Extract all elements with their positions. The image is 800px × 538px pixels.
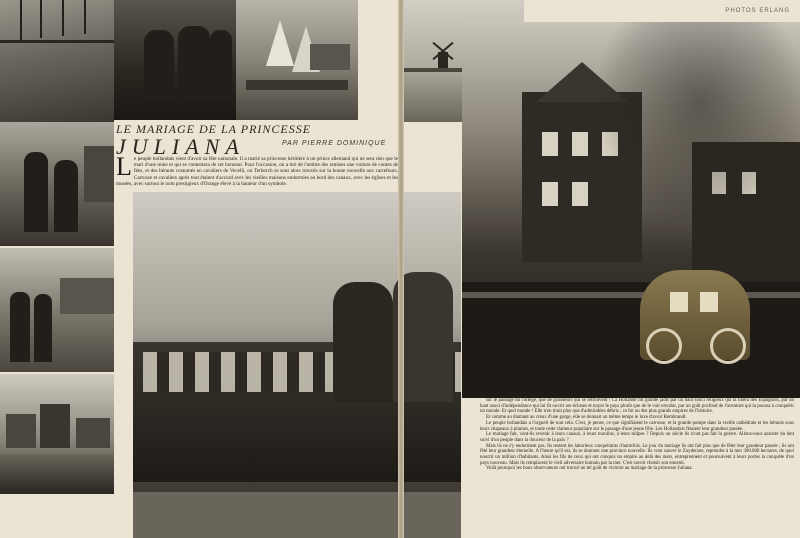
- article-supertitle: LE MARIAGE DE LA PRINCESSE: [116, 122, 312, 136]
- golden-carriage: [640, 270, 750, 360]
- photo-credit: PHOTOS ERLANG: [725, 8, 790, 14]
- body-paragraph: Mais ils ne s'y endorment pas. Ils restent les laborieux conquérants d'autrefois. Le jour du mariage ils ont fait plus que de fêter leur grandeur passée ; ils ont fêté leur grandeur éternelle. A l'heure qu'il est, ils se donnent une province nouvelle. Ils vont sauver le Zuyderzee, reprendre à la mer 300.000 hectares, de quoi nourrir un million d'habitants. Ainsi les fils de ceux qui ont conquis un empire au delà des mers, entreprennent et poursuivent à leurs portes la conquête d'un pays nouveau. Mais ils remplacent le vieil adversaire humain par la mer. C'est savoir choisir son ennemi.: [480, 443, 794, 466]
- body-paragraph: sur le passage du cortège, que de grandeurs qui se retrouvent ! La Hollande fut grande jadis par un haut souci religieux qui la libéra des Espagnols, par un haut souci d'indépendance qui lui fit ouvrir ses écluses et noyer le pays plutôt que de le voir envahir, par un goût profond de l'aventure qui la poussa à conquérir un monde. Et quel monde ! Elle n'en tirait plus que d'admirables débris ; ce fut un des plus grands empires de l'histoire.: [480, 398, 794, 415]
- photo-village-women: [0, 122, 114, 246]
- body-paragraph: Le peuple hollandais a l'orgueil de tout cela. C'est, je pense, ce que signifiaient le carrosse, et la grande pompe dans la vieille cathédrale et les hérauts sous leurs chapeaux à plumes, et toute cette clameur populaire sur le passage d'une jeune fille. Les Hollandais fêtaient leur grandeur passée.: [480, 420, 794, 432]
- photo-bare-tree: [600, 22, 800, 222]
- photo-fishermen: [114, 0, 236, 120]
- photo-village-street: [0, 248, 114, 372]
- intro-text: e peuple hollandais vient d'avoir sa fête nationale. Il a marié sa princesse héritière à un prince allemand qui ne sera rien que le mari d'une reine et qui se contentera de cet honneur. Pour l'occasion, on a tiré de l'ombre des remises une voiture de contes de fées, et des hérauts costumés en cavaliers de Vecelli, ou Terborch se sont alors trouvés sur la bonne nouvelle aux carrefours. Carrosse et cavaliers après tout étaient d'accord avec les vieilles maisons endormies au bord des canaux, avec les églises et les musées, avec surtout le nom prestigieux d'Orange élevé à la hauteur d'un symbole.: [116, 156, 398, 187]
- carriage-wheel: [646, 328, 682, 364]
- article-title: JULIANA: [116, 134, 245, 159]
- body-paragraph: Et comme au diamant au creux d'une gorge, elle se donnait un même temps le luxe d'avoir Rembrandt.: [486, 415, 687, 421]
- photo-harbor-sailboats: [236, 0, 358, 120]
- article-intro: [116, 152, 398, 187]
- photo-cobbled-quay: [0, 0, 114, 122]
- body-paragraph: Voilà pourquoi les bons observateurs ont trouvé un tel goût de victoire au mariage de la princesse Juliana.: [486, 466, 693, 472]
- article-byline: PAR PIERRE DOMINIQUE: [282, 140, 387, 147]
- drop-cap: L: [116, 152, 132, 181]
- photo-crowd-of-children: [133, 192, 461, 538]
- carriage-wheel: [710, 328, 746, 364]
- article-body: [480, 398, 794, 472]
- photo-canal-houses: [0, 374, 114, 494]
- body-paragraph: Le mariage fait, vont-ils revenir à leurs canaux, à leurs moulins, à leurs tulipes ? Depuis un siècle ils n'ont pas fait la guerre. Allons-nous assister du lent suivi d'un peuple dans la douceur de la paix ?: [480, 432, 794, 443]
